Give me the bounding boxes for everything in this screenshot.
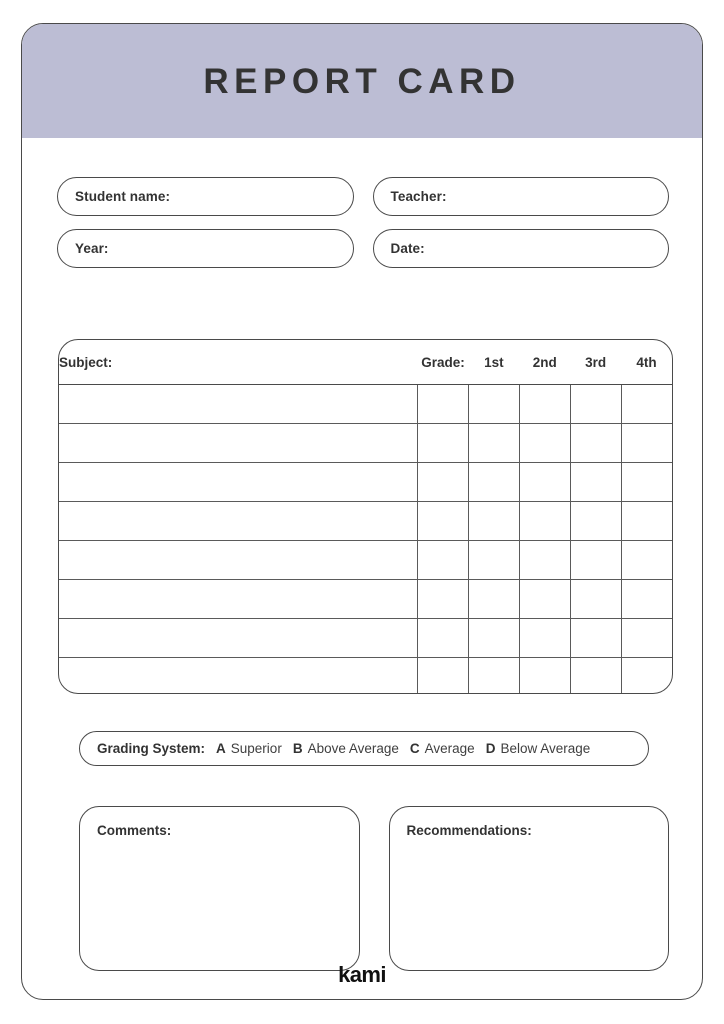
cell-q2[interactable] (519, 385, 570, 424)
cell-q4[interactable] (621, 424, 672, 463)
grades-table-body (59, 385, 672, 695)
cell-q4[interactable] (621, 502, 672, 541)
grading-entry-d (486, 741, 591, 756)
cell-q2[interactable] (519, 619, 570, 658)
cell-q1[interactable] (468, 658, 519, 695)
field-student-name[interactable] (57, 177, 354, 216)
cell-subject[interactable] (59, 658, 418, 695)
cell-subject[interactable] (59, 619, 418, 658)
column-header-4th: 4th (621, 340, 672, 385)
cell-q4[interactable] (621, 658, 672, 695)
field-label-teacher: Teacher: (390, 189, 447, 204)
comments-box[interactable] (79, 806, 360, 971)
cell-q2[interactable] (519, 502, 570, 541)
cell-grade[interactable] (418, 619, 469, 658)
recommendations-box[interactable] (389, 806, 670, 971)
cell-q2[interactable] (519, 424, 570, 463)
cell-q2[interactable] (519, 541, 570, 580)
cell-q2[interactable] (519, 580, 570, 619)
cell-q1[interactable] (468, 541, 519, 580)
grading-system-bar (79, 731, 649, 766)
grade-letter-b: B (292, 741, 303, 756)
cell-grade[interactable] (418, 424, 469, 463)
table-row (59, 385, 672, 424)
table-row (59, 502, 672, 541)
column-header-3rd: 3rd (570, 340, 621, 385)
field-row-1 (57, 177, 669, 216)
cell-q3[interactable] (570, 424, 621, 463)
grade-description-b: Above Average (307, 741, 399, 756)
table-row (59, 658, 672, 695)
cell-subject[interactable] (59, 541, 418, 580)
cell-q4[interactable] (621, 385, 672, 424)
field-year[interactable] (57, 229, 354, 268)
cell-q1[interactable] (468, 580, 519, 619)
grade-description-d: Below Average (500, 741, 591, 756)
grading-entry-c (410, 741, 475, 756)
cell-subject[interactable] (59, 385, 418, 424)
cell-subject[interactable] (59, 463, 418, 502)
cell-q3[interactable] (570, 619, 621, 658)
page-title: REPORT CARD (203, 61, 521, 101)
cell-q3[interactable] (570, 502, 621, 541)
cell-q1[interactable] (468, 385, 519, 424)
cell-q3[interactable] (570, 658, 621, 695)
cell-q4[interactable] (621, 580, 672, 619)
cell-q4[interactable] (621, 541, 672, 580)
grading-entry-b (293, 741, 399, 756)
cell-grade[interactable] (418, 463, 469, 502)
cell-q1[interactable] (468, 619, 519, 658)
grade-letter-d: D (485, 741, 496, 756)
field-label-year: Year: (75, 241, 109, 256)
grade-letter-c: C (409, 741, 420, 756)
cell-q3[interactable] (570, 385, 621, 424)
cell-q1[interactable] (468, 463, 519, 502)
cell-grade[interactable] (418, 658, 469, 695)
column-header-subject: Subject: (59, 340, 418, 385)
cell-q4[interactable] (621, 619, 672, 658)
notes-area (79, 806, 669, 971)
kami-logo: kami (338, 962, 386, 987)
field-date[interactable] (373, 229, 670, 268)
table-row (59, 580, 672, 619)
grade-description-a: Superior (230, 741, 282, 756)
cell-subject[interactable] (59, 502, 418, 541)
grading-system-title: Grading System: (97, 741, 206, 756)
column-header-2nd: 2nd (519, 340, 570, 385)
recommendations-label: Recommendations: (406, 823, 532, 838)
cell-q2[interactable] (519, 658, 570, 695)
grading-entry-a (216, 741, 282, 756)
field-label-student-name: Student name: (75, 189, 171, 204)
cell-grade[interactable] (418, 385, 469, 424)
cell-q1[interactable] (468, 502, 519, 541)
grade-letter-a: A (216, 741, 226, 756)
column-header-1st: 1st (468, 340, 519, 385)
report-card-page (21, 23, 703, 1000)
cell-q3[interactable] (570, 463, 621, 502)
cell-q4[interactable] (621, 463, 672, 502)
column-header-grade: Grade: (418, 340, 469, 385)
cell-grade[interactable] (418, 502, 469, 541)
table-row (59, 541, 672, 580)
cell-q1[interactable] (468, 424, 519, 463)
field-label-date: Date: (390, 241, 425, 256)
table-row (59, 463, 672, 502)
cell-grade[interactable] (418, 580, 469, 619)
cell-q3[interactable] (570, 580, 621, 619)
table-header-row (59, 340, 672, 385)
cell-subject[interactable] (59, 424, 418, 463)
field-teacher[interactable] (373, 177, 670, 216)
cell-grade[interactable] (418, 541, 469, 580)
cell-q3[interactable] (570, 541, 621, 580)
grades-table-container (58, 339, 673, 694)
comments-label: Comments: (97, 823, 172, 838)
field-row-2 (57, 229, 669, 268)
table-row (59, 424, 672, 463)
report-card-header (22, 24, 702, 138)
cell-q2[interactable] (519, 463, 570, 502)
grades-table (59, 340, 672, 694)
student-info-fields (57, 177, 669, 281)
table-row (59, 619, 672, 658)
grade-description-c: Average (424, 741, 475, 756)
cell-subject[interactable] (59, 580, 418, 619)
